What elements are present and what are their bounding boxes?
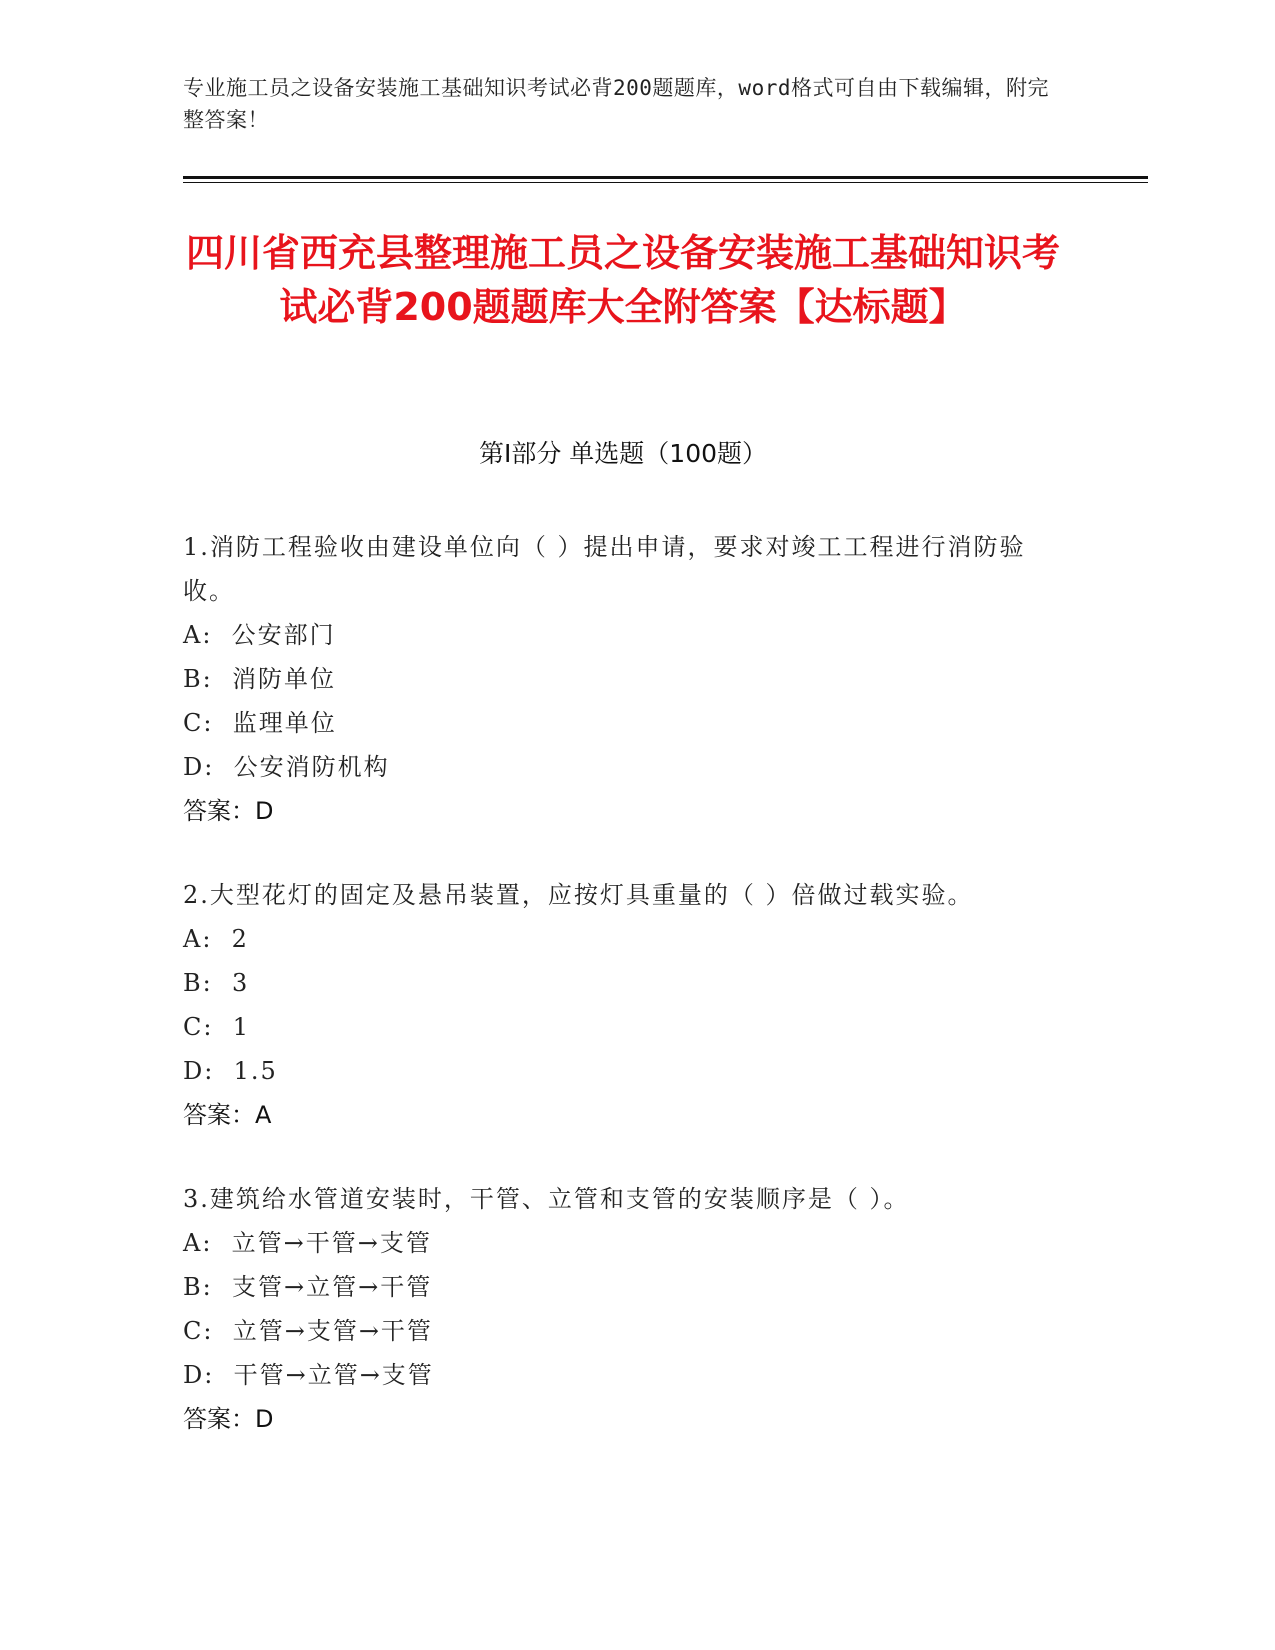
question-option: A: 立管→干管→支管 xyxy=(183,1229,432,1257)
question-answer: 答案：D xyxy=(183,797,274,825)
header-note: 专业施工员之设备安装施工基础知识考试必背200题题库，word格式可自由下载编辑，附完整答案！ xyxy=(183,76,1049,132)
question-answer: 答案：D xyxy=(183,1405,274,1433)
question-option: B: 3 xyxy=(183,969,250,997)
question-answer: 答案：A xyxy=(183,1101,272,1129)
question-option: C: 监理单位 xyxy=(183,709,337,737)
question-option: D: 公安消防机构 xyxy=(183,753,390,781)
question-option: C: 立管→支管→干管 xyxy=(183,1317,433,1345)
question-option: C: 1 xyxy=(183,1013,250,1041)
question-option: D: 干管→立管→支管 xyxy=(183,1361,434,1389)
question-option: A: 公安部门 xyxy=(183,621,336,649)
document-title: 四川省西充县整理施工员之设备安装施工基础知识考试必背200题题库大全附答案【达标题】 xyxy=(185,231,1060,329)
question-option: B: 消防单位 xyxy=(183,665,336,693)
question-list xyxy=(183,525,1063,1481)
question-stem: 1.消防工程验收由建设单位向（ ）提出申请，要求对竣工工程进行消防验收。 xyxy=(183,533,1026,605)
question-stem: 3.建筑给水管道安装时，干管、立管和支管的安装顺序是（ ）。 xyxy=(183,1185,910,1213)
header-divider-thick xyxy=(183,176,1148,179)
question-stem: 2.大型花灯的固定及悬吊装置，应按灯具重量的（ ）倍做过载实验。 xyxy=(183,881,974,909)
question-option: B: 支管→立管→干管 xyxy=(183,1273,433,1301)
section-title: 第I部分 单选题（100题） xyxy=(478,439,768,468)
question-option: A: 2 xyxy=(183,925,249,953)
question-option: D: 1.5 xyxy=(183,1057,278,1085)
question-item xyxy=(183,525,1063,833)
question-item xyxy=(183,873,1063,1137)
question-item xyxy=(183,1177,1063,1441)
header-divider-thin xyxy=(183,182,1148,183)
